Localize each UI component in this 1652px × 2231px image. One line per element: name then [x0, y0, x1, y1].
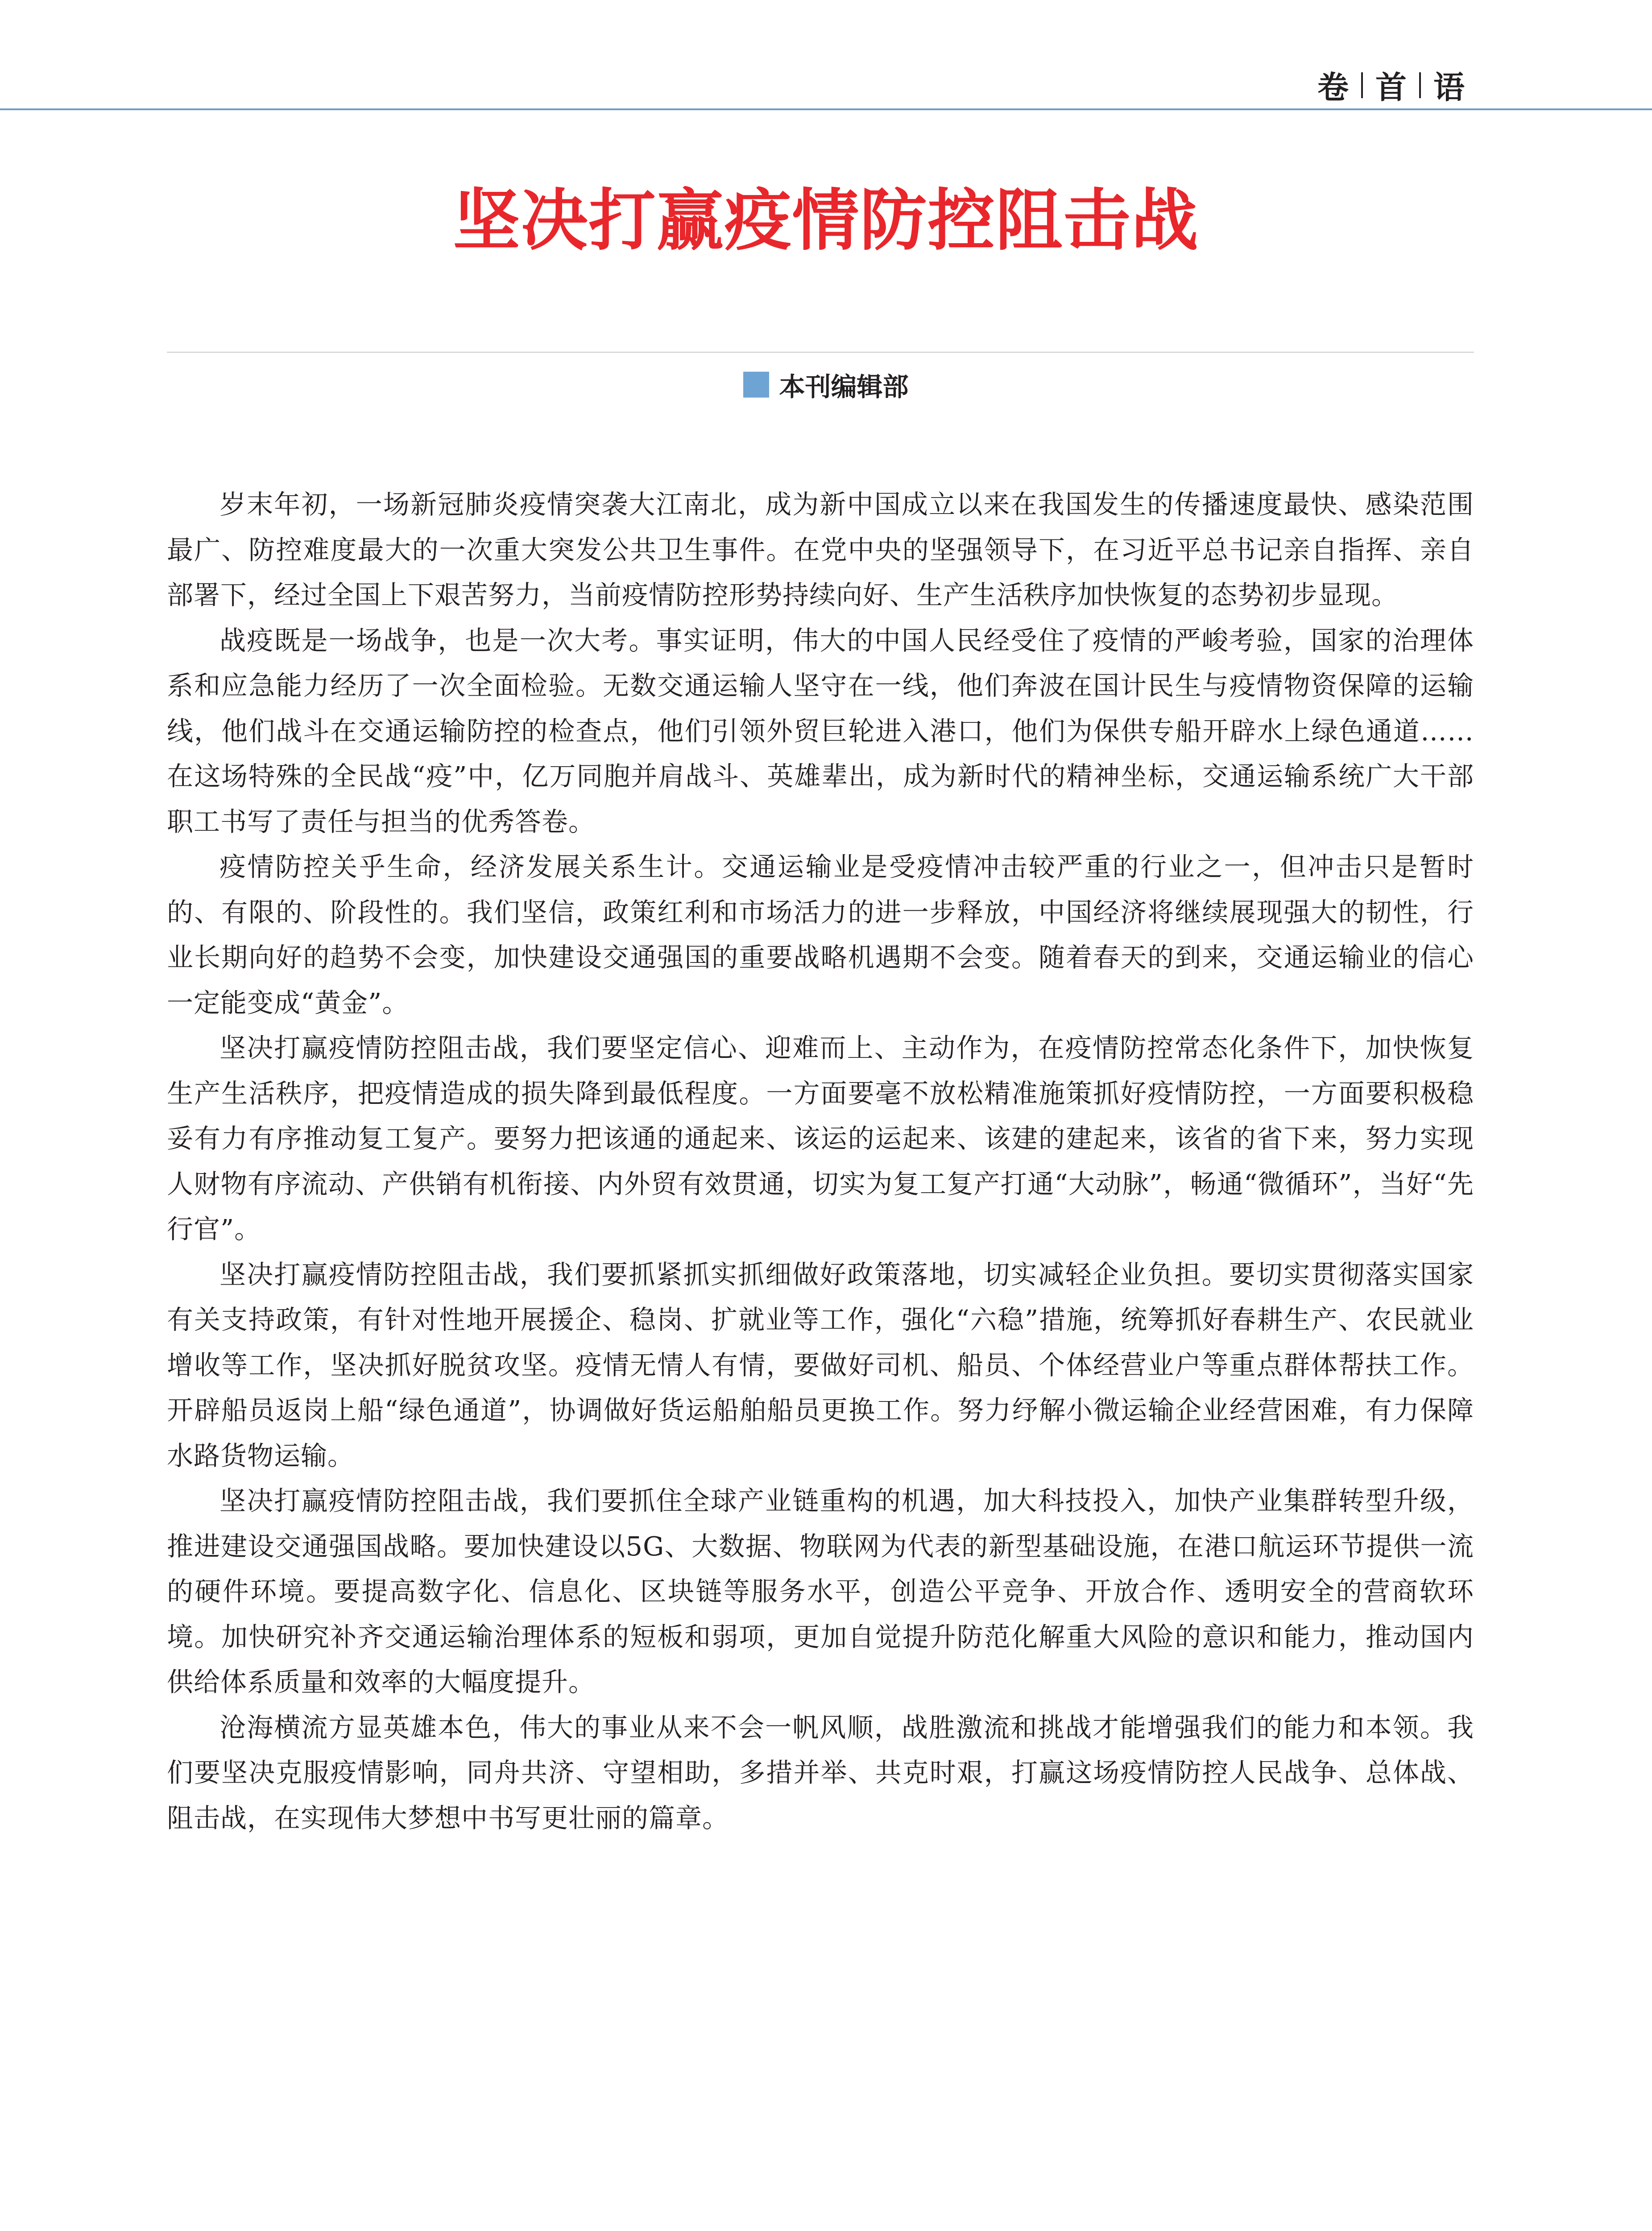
article-paragraph: 坚决打赢疫情防控阻击战，我们要坚定信心、迎难而上、主动作为，在疫情防控常态化条件下，加快恢复生产生活秩序，把疫情造成的损失降到最低程度。一方面要毫不放松精准施策抓好疫情防控，一方面要积极稳妥有力有序推动复工复产。要努力把该通的通起来、该运的运起来、该建的建起来，该省的省下来，努力实现人财物有序流动、产供销有机衔接、内外贸有效贯通，切实为复工复产打通“大动脉”，畅通“微循环”，当好“先行官”。 — [167, 1033, 1474, 1244]
article-paragraph: 坚决打赢疫情防控阻击战，我们要抓住全球产业链重构的机遇，加大科技投入，加快产业集群转型升级，推进建设交通强国战略。要加快建设以5G、大数据、物联网为代表的新型基础设施，在港口航运环节提供一流的硬件环境。要提高数字化、信息化、区块链等服务水平，创造公平竞争、开放合作、透明安全的营商软环境。加快研究补齐交通运输治理体系的短板和弱项，更加自觉提升防范化解重大风险的意识和能力，推动国内供给体系质量和效率的大幅度提升。 — [167, 1485, 1474, 1697]
section-label — [1317, 62, 1465, 108]
byline-square-icon — [743, 372, 769, 398]
section-label-char: 语 — [1433, 69, 1465, 106]
article-body — [167, 482, 1474, 1841]
article-paragraph: 战疫既是一场战争，也是一次大考。事实证明，伟大的中国人民经受住了疫情的严峻考验，国家的治理体系和应急能力经历了一次全面检验。无数交通运输人坚守在一线，他们奔波在国计民生与疫情物资保障的运输线，他们战斗在交通运输防控的检查点，他们引领外贸巨轮进入港口，他们为保供专船开辟水上绿色通道……在这场特殊的全民战“疫”中，亿万同胞并肩战斗、英雄辈出，成为新时代的精神坐标，交通运输系统广大干部职工书写了责任与担当的优秀答卷。 — [167, 625, 1474, 837]
section-label-divider — [1361, 72, 1363, 98]
article-paragraph: 沧海横流方显英雄本色，伟大的事业从来不会一帆风顺，战胜激流和挑战才能增强我们的能力和本领。我们要坚决克服疫情影响，同舟共济、守望相助，多措并举、共克时艰，打赢这场疫情防控人民战争、总体战、阻击战，在实现伟大梦想中书写更壮丽的篇章。 — [167, 1712, 1474, 1833]
byline-author: 本刊编辑部 — [779, 372, 909, 402]
section-label-char: 卷 — [1317, 69, 1349, 106]
header-rule — [0, 108, 1652, 110]
title-divider — [167, 352, 1474, 353]
article-paragraph: 疫情防控关乎生命，经济发展关系生计。交通运输业是受疫情冲击较严重的行业之一，但冲击只是暂时的、有限的、阶段性的。我们坚信，政策红利和市场活力的进一步释放，中国经济将继续展现强大的韧性，行业长期向好的趋势不会变，加快建设交通强国的重要战略机遇期不会变。随着春天的到来，交通运输业的信心一定能变成“黄金”。 — [167, 851, 1474, 1018]
section-label-divider — [1419, 72, 1421, 98]
byline — [0, 366, 1652, 403]
article-paragraph: 岁末年初，一场新冠肺炎疫情突袭大江南北，成为新中国成立以来在我国发生的传播速度最快、感染范围最广、防控难度最大的一次重大突发公共卫生事件。在党中央的坚强领导下，在习近平总书记亲自指挥、亲自部署下，经过全国上下艰苦努力，当前疫情防控形势持续向好、生产生活秩序加快恢复的态势初步显现。 — [167, 489, 1474, 610]
section-label-char: 首 — [1375, 69, 1407, 106]
article-paragraph: 坚决打赢疫情防控阻击战，我们要抓紧抓实抓细做好政策落地，切实减轻企业负担。要切实贯彻落实国家有关支持政策，有针对性地开展援企、稳岗、扩就业等工作，强化“六稳”措施，统筹抓好春耕生产、农民就业增收等工作，坚决抓好脱贫攻坚。疫情无情人有情，要做好司机、船员、个体经营业户等重点群体帮扶工作。开辟船员返岗上船“绿色通道”，协调做好货运船舶船员更换工作。努力纾解小微运输企业经营困难，有力保障水路货物运输。 — [167, 1259, 1474, 1471]
article-title: 坚决打赢疫情防控阻击战 — [453, 182, 1199, 260]
